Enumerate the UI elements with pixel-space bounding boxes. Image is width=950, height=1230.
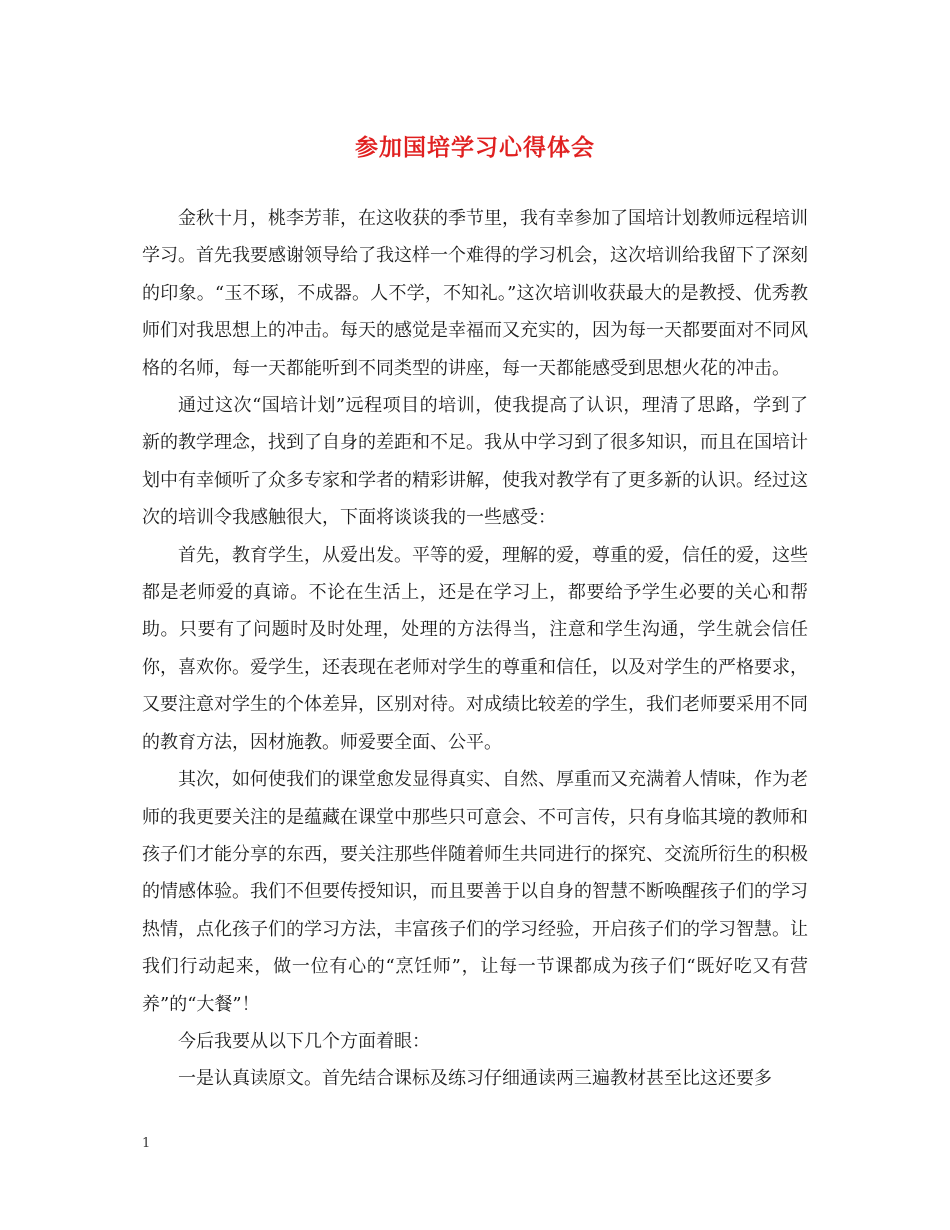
paragraph-2: 通过这次“国培计划”远程项目的培训，使我提高了认识，理清了思路，学到了新的教学理念，找到了自身的差距和不足。我从中学习到了很多知识，而且在国培计划中有幸倾听了众多专家和学者的精彩讲解，使我对教学有了更多新的认识。经过这次的培训令我感触很大，下面将谈谈我的一些感受： [142,395,808,529]
paragraph-1: 金秋十月，桃李芳菲，在这收获的季节里，我有幸参加了国培计划教师远程培训学习。首先我要感谢领导给了我这样一个难得的学习机会，这次培训给我留下了深刻的印象。“玉不琢，不成器。人不学，不知礼。”这次培训收获最大的是教授、优秀教师们对我思想上的冲击。每天的感觉是幸福而又充实的，因为每一天都要面对不同风格的名师，每一天都能听到不同类型的讲座，每一天都能感受到思想火花的冲击。 [142,208,808,379]
document-body [142,200,808,1098]
document-title: 参加国培学习心得体会 [355,134,595,161]
page-number: 1 [142,1136,151,1151]
paragraph-4: 其次，如何使我们的课堂愈发显得真实、自然、厚重而又充满着人情味，作为老师的我更要关注的是蕴藏在课堂中那些只可意会、不可言传，只有身临其境的教师和孩子们才能分享的东西，要关注那些伴随着师生共同进行的探究、交流所衍生的积极的情感体验。我们不但要传授知识，而且要善于以自身的智慧不断唤醒孩子们的学习热情，点化孩子们的学习方法，丰富孩子们的学习经验，开启孩子们的学习智慧。让我们行动起来，做一位有心的“烹饪师”，让每一节课都成为孩子们“既好吃又有营养”的“大餐”！ [142,769,808,1015]
paragraph-6: 一是认真读原文。首先结合课标及练习仔细通读两三遍教材甚至比这还要多 [178,1068,772,1090]
paragraph-5: 今后我要从以下几个方面着眼： [178,1030,430,1052]
paragraph-3: 首先，教育学生，从爱出发。平等的爱，理解的爱，尊重的爱，信任的爱，这些都是老师爱的真谛。不论在生活上，还是在学习上，都要给予学生必要的关心和帮助。只要有了问题时及时处理，处理的方法得当，注意和学生沟通，学生就会信任你，喜欢你。爱学生，还表现在老师对学生的尊重和信任，以及对学生的严格要求，又要注意对学生的个体差异，区别对待。对成绩比较差的学生，我们老师要采用不同的教育方法，因材施教。师爱要全面、公平。 [142,544,808,753]
